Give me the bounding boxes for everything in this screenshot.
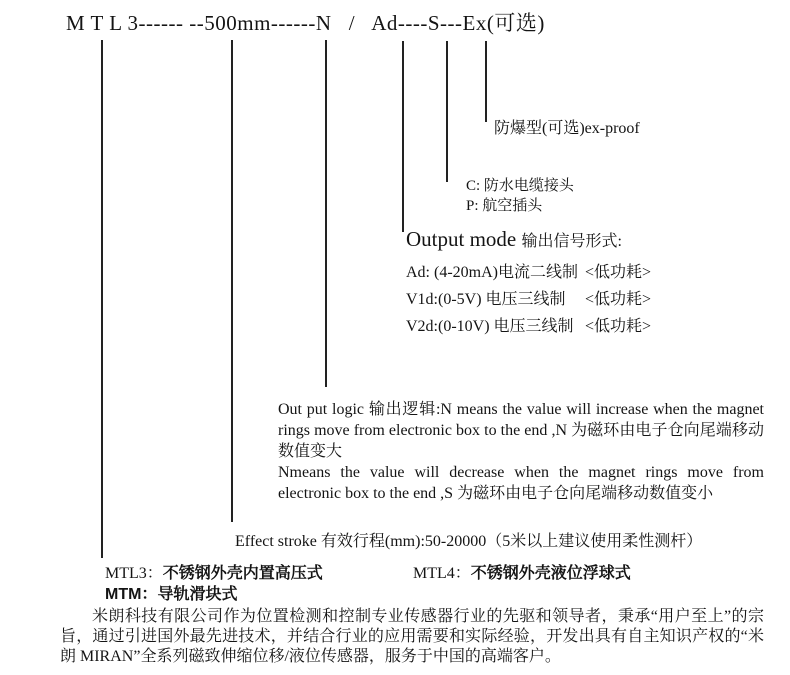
output-logic-paragraph-s: Nmeans the value will decrease when the magnet rings move from electronic box to the end ,S 为磁环由电子仓向尾端移动数值变小 <box>278 464 764 502</box>
output-mode-heading-en: Output mode <box>406 227 517 251</box>
connector-option-c: C: 防水电缆接头 <box>466 178 574 194</box>
output-mode-row-ad-note: <低功耗> <box>585 264 652 281</box>
output-mode-row-v2d-note: <低功耗> <box>585 318 652 335</box>
exproof-label: 防爆型(可选)ex-proof <box>494 120 640 137</box>
model-mtl4-desc: 不锈钢外壳液位浮球式 <box>470 565 631 582</box>
company-intro-paragraph: 米朗科技有限公司作为位置检测和控制专业传感器行业的先驱和领导者，秉承“用户至上”的宗旨，通过引进国外最先进技术，并结合行业的应用需要和实际经验，开发出具有自主知识产权的“米朗 MIRAN”全系列磁致伸缩位移/液位传感器，服务于中国的高端客户。 <box>60 608 764 665</box>
connector-line-model-series <box>101 40 103 558</box>
model-mtl3-code: MTL3： <box>105 565 163 582</box>
connector-line-exproof <box>485 41 487 122</box>
output-mode-row-ad-label: Ad: (4-20mA)电流二线制 <box>406 264 578 281</box>
output-logic-block <box>278 399 764 504</box>
model-mtm <box>105 581 237 604</box>
output-mode-row-v1d <box>406 286 686 306</box>
model-mtl3 <box>105 560 323 583</box>
model-mtl3-desc: 不锈钢外壳内置高压式 <box>162 565 323 582</box>
output-mode-heading-zh: 输出信号形式: <box>521 233 622 250</box>
output-mode-row-ad <box>406 259 686 279</box>
connector-line-output-logic <box>325 40 327 387</box>
output-mode-row-v2d-label: V2d:(0-10V) 电压三线制 <box>406 318 574 335</box>
output-mode-row-v1d-note: <低功耗> <box>585 291 652 308</box>
model-mtm-desc: 导轨滑块式 <box>157 586 238 603</box>
connector-option-p: P: 航空插头 <box>466 198 543 214</box>
model-mtl4-code: MTL4： <box>413 565 471 582</box>
output-mode-row-v2d <box>406 313 686 333</box>
connector-line-connector-type <box>446 41 448 182</box>
output-mode-row-v1d-label: V1d:(0-5V) 电压三线制 <box>406 291 566 308</box>
connector-line-stroke <box>231 40 233 522</box>
model-mtm-code: MTM： <box>105 586 158 603</box>
effect-stroke-label: Effect stroke 有效行程(mm):50-20000（5米以上建议使用柔性测杆） <box>235 533 703 550</box>
model-mtl4 <box>413 560 631 583</box>
output-logic-paragraph-n: Out put logic 输出逻辑:N means the value will increase when the magnet rings move from electronic box to the end ,N 为磁环由电子仓向尾端移动数值变大 <box>278 401 764 460</box>
output-mode-heading <box>406 227 622 252</box>
model-code-title: M T L 3------ --500mm------N / Ad----S---Ex(可选) <box>66 11 545 35</box>
connector-line-output-mode <box>402 41 404 232</box>
